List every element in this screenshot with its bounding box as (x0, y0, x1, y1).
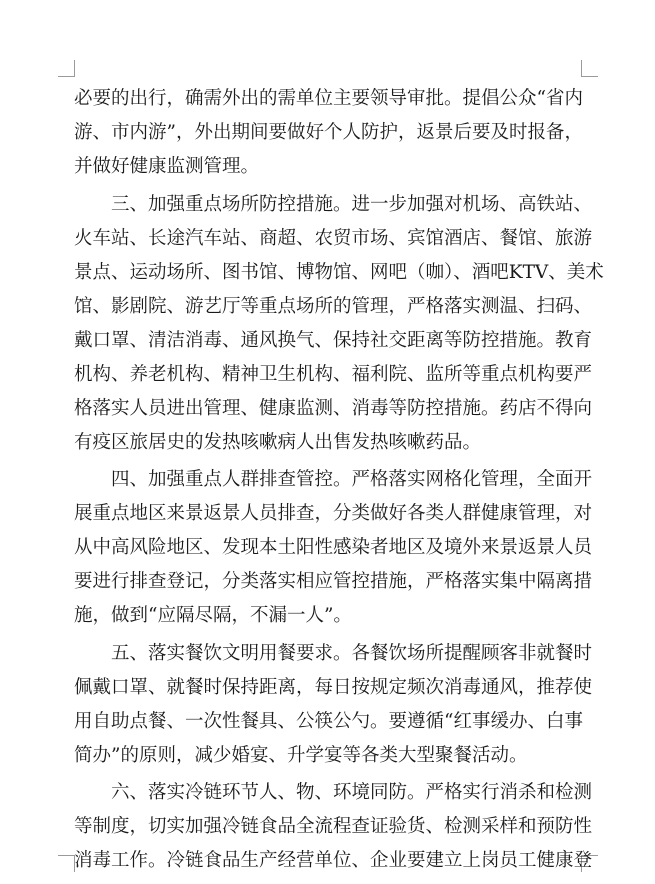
text-line: 格落实人员进出管理、健康监测、消毒等防控措施。药店不得向 (74, 397, 593, 419)
text-line: 并做好健康监测管理。 (74, 156, 260, 177)
crop-mark-top-right (581, 60, 598, 77)
text-line: 要进行排查登记，分类落实相应管控措施，严格落实集中隔离措 (74, 571, 593, 592)
paragraph-travel (74, 82, 582, 184)
text-line: 景点、运动场所、图书馆、博物馆、网吧（咖）、酒吧KTV、美术 (74, 261, 604, 283)
text-line: 三、加强重点场所防控措施。进一步加强对机场、高铁站、 (111, 193, 593, 215)
text-line: 从中高风险地区、发现本土阳性感染者地区及境外来景返景人员 (74, 537, 593, 558)
crop-mark-top-left (58, 60, 75, 77)
text-line: 火车站、长途汽车站、商超、农贸市场、宾馆酒店、餐馆、旅游 (74, 227, 593, 249)
text-line: 戴口罩、清洁消毒、通风换气、保持社交距离等防控措施。教育 (74, 329, 593, 351)
paragraph-key-venues (74, 188, 604, 460)
text-line: 用自助点餐、一次性餐具、公筷公勺。要遵循“红事缓办、白事 (74, 710, 583, 732)
text-line: 消毒工作。冷链食品生产经营单位、企业要建立上岗员工健康登 (74, 850, 593, 871)
text-line: 施，做到“应隔尽隔，不漏一人”。 (74, 605, 352, 626)
paragraph-dining (74, 637, 593, 773)
text-line: 展重点地区来景返景人员排查，分类做好各类人群健康管理，对 (74, 503, 593, 524)
paragraph-key-groups (74, 463, 593, 633)
text-line: 五、落实餐饮文明用餐要求。各餐饮场所提醒顾客非就餐时 (111, 642, 593, 664)
text-line: 简办”的原则，减少婚宴、升学宴等各类大型聚餐活动。 (74, 744, 528, 766)
crop-mark-bottom-left (58, 855, 75, 872)
text-line: 馆、影剧院、游艺厅等重点场所的管理，严格落实测温、扫码、 (74, 295, 593, 317)
document-body (74, 82, 604, 878)
text-line: 佩戴口罩、就餐时保持距离，每日按规定频次消毒通风，推荐使 (74, 676, 593, 698)
text-line: 四、加强重点人群排查管控。严格落实网格化管理，全面开 (111, 469, 593, 490)
text-line: 有疫区旅居史的发热咳嗽病人出售发热咳嗽药品。 (74, 431, 482, 453)
paragraph-cold-chain (74, 776, 593, 878)
text-line: 必要的出行，确需外出的需单位主要领导审批。提倡公众“省内 (74, 88, 583, 109)
text-line: 六、落实冷链环节人、物、环境同防。严格实行消杀和检测 (111, 782, 593, 803)
text-line: 游、市内游”，外出期间要做好个人防护，返景后要及时报备， (74, 122, 583, 143)
text-line: 机构、养老机构、精神卫生机构、福利院、监所等重点机构要严 (74, 363, 593, 385)
text-line: 等制度，切实加强冷链食品全流程查证验货、检测采样和预防性 (74, 816, 593, 837)
